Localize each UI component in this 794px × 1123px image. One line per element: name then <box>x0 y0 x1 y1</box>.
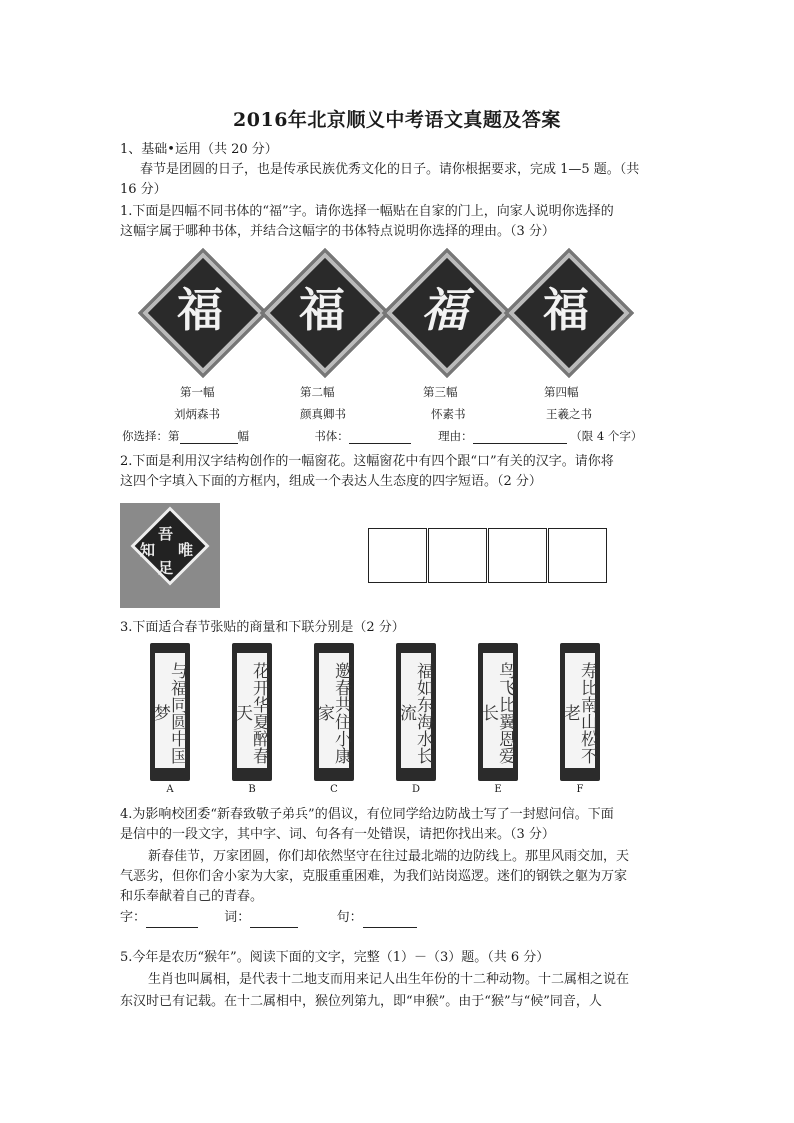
scroll-text: 鸟飞比翼恩爱长 <box>478 661 515 764</box>
answer-reason-blank[interactable] <box>473 429 567 444</box>
fu-panel-author-4: 王羲之书 <box>546 407 592 421</box>
fu-character: 福 <box>543 283 589 337</box>
fu-panel-label-4: 第四幅 <box>544 385 579 399</box>
scroll-letter-a: A <box>166 784 174 795</box>
answer-box-4[interactable] <box>548 528 607 583</box>
fu-panels <box>140 250 650 445</box>
answer-box-1[interactable] <box>368 528 427 583</box>
window-cutting-image <box>120 503 220 608</box>
scroll-letter-e: E <box>494 784 502 795</box>
q4-answer-row <box>120 908 417 928</box>
answer-zi-blank[interactable] <box>146 913 198 928</box>
q2-line1: 2.下面是利用汉字结构创作的一幅窗花。这幅窗花中有四个跟“口”有关的汉字。请你将 <box>120 454 614 469</box>
scroll-letter-f: F <box>576 784 584 795</box>
window-char-3: 知 <box>140 541 156 559</box>
section-intro-line1: 春节是团圆的日子，也是传承民族优秀文化的日子。请你根据要求，完成 1—5 题。（共 <box>140 162 640 177</box>
scroll-letter-d: D <box>411 784 421 795</box>
scroll-text: 寿比南山松不老 <box>560 661 597 764</box>
page-title: 2016年北京顺义中考语文真题及答案 <box>233 109 561 131</box>
answer-boxes <box>368 528 610 585</box>
answer-zi-label: 字： <box>120 910 147 925</box>
answer-ci-blank[interactable] <box>250 913 298 928</box>
answer-choice-blank[interactable] <box>180 429 238 444</box>
q1-line2: 这幅字属于哪种书体，并结合这幅字的书体特点说明你选择的理由。（3 分） <box>120 224 555 239</box>
q4-para3: 和乐奉献着自己的青春。 <box>120 889 264 904</box>
fu-panel-author-2: 颜真卿书 <box>300 407 346 421</box>
q1-answer-row <box>122 428 642 444</box>
fu-panel-2 <box>262 250 382 370</box>
answer-choice-prefix: 你选择：第 <box>122 429 180 443</box>
fu-character: 福 <box>421 283 467 337</box>
window-char-1: 吾 <box>158 525 174 543</box>
scroll-letter-c: C <box>330 784 338 795</box>
couplet-scroll-d <box>396 643 436 781</box>
window-char-2: 唯 <box>178 541 194 559</box>
scroll-text: 与福同圆中国梦 <box>150 661 187 764</box>
scroll-text: 福如东海水长流 <box>396 661 433 764</box>
q5-para2: 东汉时已有记载。在十二属相中，猴位列第九，即“申猴”。由于“猴”与“候”同音，人 <box>120 994 602 1009</box>
answer-script-label: 书体： <box>314 429 349 443</box>
answer-choice-suffix: 幅 <box>237 429 249 443</box>
fu-panel-label-1: 第一幅 <box>180 385 215 399</box>
scroll-text: 邀春共住小康家 <box>314 661 351 764</box>
q4-line1: 4.为影响校团委“新春致敬子弟兵”的倡议，有位同学给边防战士写了一封慰问信。下面 <box>120 807 614 822</box>
fu-panel-author-1: 刘炳森书 <box>174 407 220 421</box>
couplet-scrolls <box>150 643 620 803</box>
answer-reason-label: 理由： <box>438 429 473 443</box>
fu-panel-label-3: 第三幅 <box>423 385 458 399</box>
answer-ci-label: 词： <box>224 910 251 925</box>
couplet-scroll-f <box>560 643 600 781</box>
answer-script-blank[interactable] <box>349 429 411 444</box>
fu-character: 福 <box>299 283 345 337</box>
couplet-scroll-a <box>150 643 190 781</box>
couplet-scroll-e <box>478 643 518 781</box>
window-char-4: 足 <box>158 559 174 577</box>
q5-line1: 5.今年是农历“猴年”。阅读下面的文字，完整（1）－（3）题。（共 6 分） <box>120 950 550 965</box>
fu-panel-label-2: 第二幅 <box>300 385 335 399</box>
q1-line1: 1.下面是四幅不同书体的“福”字。请你选择一幅贴在自家的门上，向家人说明你选择的 <box>120 204 614 219</box>
fu-panel-author-3: 怀素书 <box>431 407 466 421</box>
answer-ju-blank[interactable] <box>363 913 417 928</box>
q2-line2: 这四个字填入下面的方框内，组成一个表达人生态度的四字短语。（2 分） <box>120 474 542 489</box>
q3-line1: 3.下面适合春节张贴的商量和下联分别是（2 分） <box>120 620 405 635</box>
couplet-scroll-c <box>314 643 354 781</box>
answer-box-2[interactable] <box>428 528 487 583</box>
fu-panel-3 <box>384 250 504 370</box>
section-intro-line2: 16 分） <box>120 182 167 197</box>
answer-ju-label: 句： <box>336 910 363 925</box>
fu-panel-1 <box>140 250 260 370</box>
answer-box-3[interactable] <box>488 528 547 583</box>
q4-line2: 是信中的一段文字，其中字、词、句各有一处错误，请把你找出来。（3 分） <box>120 827 555 842</box>
fu-character: 福 <box>177 283 223 337</box>
fu-panel-4 <box>506 250 626 370</box>
scroll-letter-b: B <box>248 784 256 795</box>
section-heading: 1、基础•运用（共 20 分） <box>120 142 278 157</box>
answer-limit: （限 4 个字） <box>570 429 643 443</box>
q5-para1: 生肖也叫属相，是代表十二地支而用来记人出生年份的十二种动物。十二属相之说在 <box>148 972 630 987</box>
couplet-scroll-b <box>232 643 272 781</box>
q4-para1: 新春佳节，万家团圆，你们却依然坚守在往过最北端的边防线上。那里风雨交加，天 <box>148 849 630 864</box>
scroll-text: 花开华夏醉春天 <box>232 661 269 764</box>
q4-para2: 气恶劣，但你们舍小家为大家，克服重重困难，为我们站岗巡逻。迷们的钢铁之躯为万家 <box>120 869 628 884</box>
